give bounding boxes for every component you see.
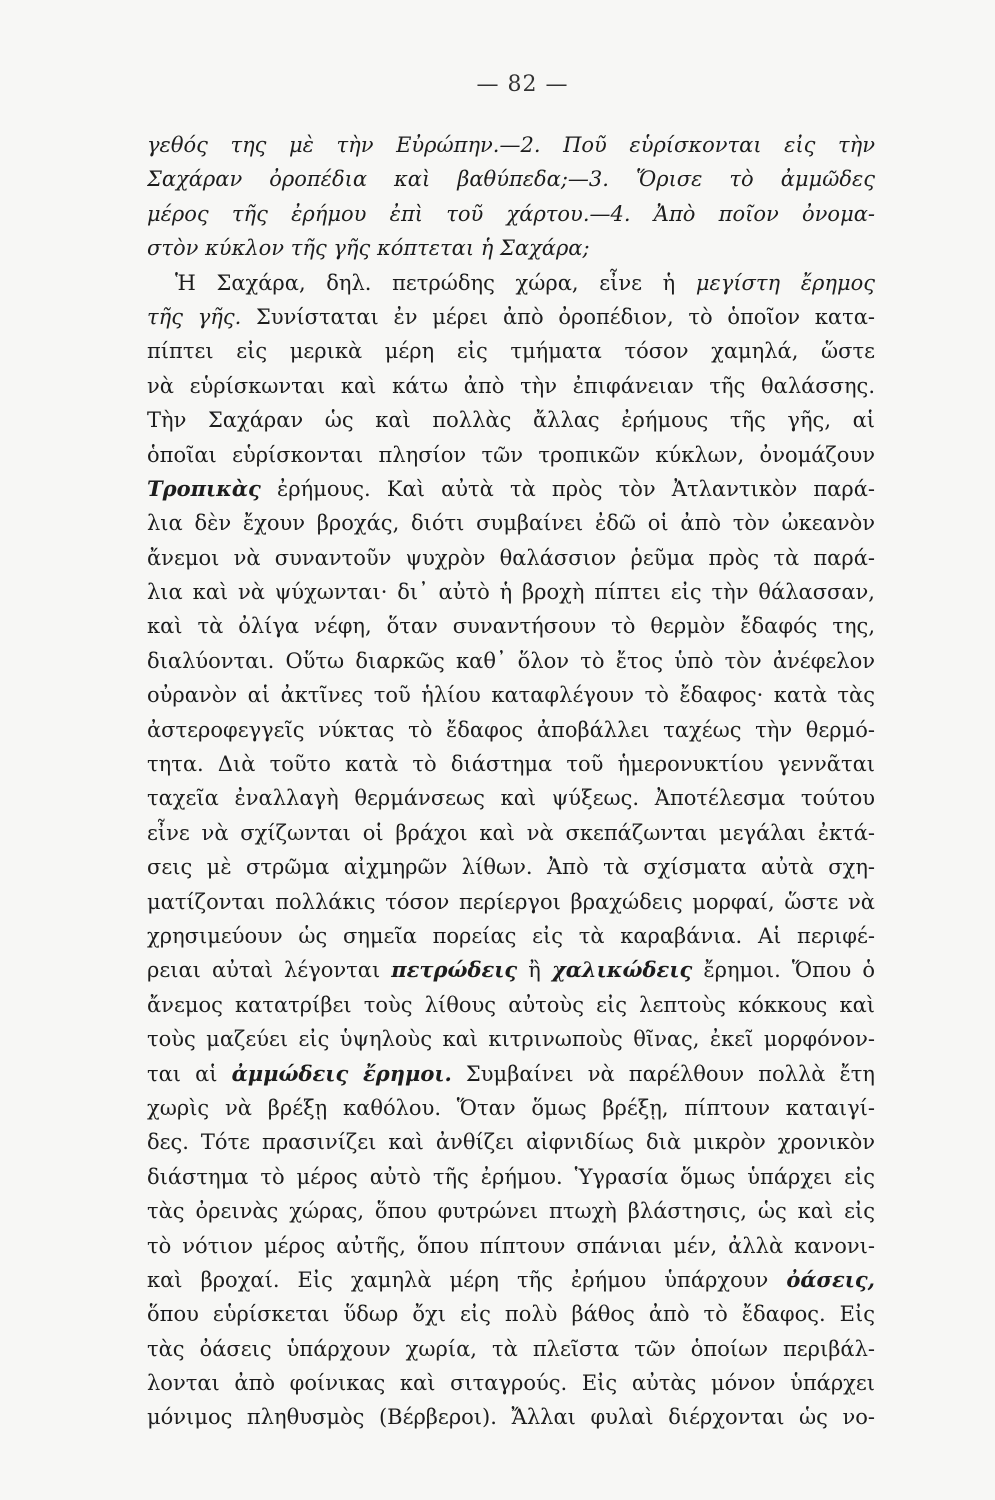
text-line <box>147 781 875 815</box>
text-run: ὅπου εὑρίσκεται ὕδωρ ὄχι εἰς πολὺ βάθος ἀπὸ τὸ ἔδαφος. Εἰς <box>147 1302 875 1327</box>
text-run: τοὺς μαζεύει εἰς ὑψηλοὺς καὶ κιτρινωποὺς θῖνας, ἐκεῖ μορφόνον- <box>147 1027 875 1052</box>
text-run: τὸ νότιον μέρος αὐτῆς, ὅπου πίπτουν σπάνιαι μέν, ἀλλὰ κανονι- <box>147 1233 875 1258</box>
text-run: Τὴν Σαχάραν ὡς καὶ πολλὰς ἄλλας ἐρήμους τῆς γῆς, αἱ <box>147 408 875 433</box>
text-run: λια δὲν ἔχουν βροχάς, διότι συμβαίνει ἐδῶ οἱ ἀπὸ τὸν ὠκεανὸν <box>147 511 875 536</box>
text-run: ἐρήμους. Καὶ αὐτὰ τὰ πρὸς τὸν Ἀτλαντικὸν παρά- <box>260 476 875 501</box>
text-run: ταχεῖα ἐναλλαγὴ θερμάνσεως καὶ ψύξεως. Ἀποτέλεσμα τούτου <box>147 786 875 811</box>
text-run: πίπτει εἰς μερικὰ μέρη εἰς τμήματα τόσον χαμηλά, ὥστε <box>147 339 875 364</box>
text-line <box>147 678 875 712</box>
text-line <box>147 609 875 643</box>
text-line <box>147 953 875 987</box>
text-line <box>147 850 875 884</box>
emphasized-term: Τροπικὰς <box>147 475 261 501</box>
emphasized-term: ἀμμώδεις ἔρημοι. <box>231 1060 452 1086</box>
text-line <box>147 747 875 781</box>
italic-text: μεγίστη ἔρημος <box>695 270 875 295</box>
emphasized-term: χαλικώδεις <box>551 957 693 983</box>
text-run: ἀστεροφεγγεῖς νύκτας τὸ ἔδαφος ἀποβάλλει ταχέως τὴν θερμό- <box>147 717 875 742</box>
text-run: ὁποῖαι εὑρίσκονται πλησίον τῶν τροπικῶν κύκλων, ὀνομάζουν <box>147 442 875 467</box>
text-line <box>147 1297 875 1331</box>
italic-text: μέρος τῆς ἐρήμου ἐπὶ τοῦ χάρτου.—4. Ἀπὸ ποῖον ὀνομα- <box>147 201 875 226</box>
text-run: Συμβαίνει νὰ παρέλθουν πολλὰ ἔτη <box>451 1061 875 1086</box>
text-line <box>147 128 875 162</box>
text-line <box>147 438 875 472</box>
text-run: ται αἱ <box>147 1061 232 1086</box>
text-run: Συνίσταται ἐν μέρει ἀπὸ ὀροπέδιον, τὸ ὁποῖον κατα- <box>241 304 875 329</box>
text-line <box>147 231 875 265</box>
text-line <box>147 1229 875 1263</box>
text-run: Ἡ Σαχάρα, δηλ. πετρώδης χώρα, εἶνε ἡ <box>175 270 696 295</box>
text-line <box>147 1194 875 1228</box>
text-run: διάστημα τὸ μέρος αὐτὸ τῆς ἐρήμου. Ὑγρασία ὅμως ὑπάρχει εἰς <box>147 1164 875 1189</box>
text-line <box>147 713 875 747</box>
italic-text: τῆς γῆς. <box>147 304 242 329</box>
text-line <box>147 162 875 196</box>
text-line <box>147 644 875 678</box>
text-run: μόνιμος πληθυσμὸς (Βέρβεροι). Ἄλλαι φυλαὶ διέρχονται ὡς νο- <box>147 1405 875 1430</box>
text-line <box>147 541 875 575</box>
italic-text: γεθός της μὲ τὴν Εὐρώπην.—2. Ποῦ εὑρίσκονται εἰς τὴν <box>147 133 875 157</box>
text-line <box>147 1125 875 1159</box>
body-text <box>147 128 875 1435</box>
text-run: διαλύονται. Οὕτω διαρκῶς καθ᾽ ὅλον τὸ ἔτος ὑπὸ τὸν ἀνέφελον <box>147 648 875 673</box>
text-line <box>147 403 875 437</box>
text-run: ἔρημοι. Ὅπου ὁ <box>692 958 875 983</box>
italic-text: στὸν κύκλον τῆς γῆς κόπτεται ἡ Σαχάρα; <box>147 236 590 261</box>
text-line <box>147 1057 875 1091</box>
emphasized-term: πετρώδεις <box>391 957 518 983</box>
text-run: ματίζονται πολλάκις τόσον περίεργοι βραχώδεις μορφαί, ὥστε νὰ <box>147 889 875 914</box>
text-run: ρειαι αὐταὶ λέγονται <box>147 958 392 983</box>
text-line <box>147 506 875 540</box>
emphasized-term: ὀάσεις, <box>786 1266 875 1292</box>
text-run: εἶνε νὰ σχίζωνται οἱ βράχοι καὶ νὰ σκεπάζωνται μεγάλαι ἐκτά- <box>147 820 875 845</box>
text-run: λια καὶ νὰ ψύχωνται· δι᾽ αὐτὸ ἡ βροχὴ πίπτει εἰς τὴν θάλασσαν, <box>147 580 875 605</box>
text-line <box>147 369 875 403</box>
text-run: σεις μὲ στρῶμα αἰχμηρῶν λίθων. Ἀπὸ τὰ σχίσματα αὐτὰ σχη- <box>147 855 875 880</box>
text-run: τὰς ὀρεινὰς χώρας, ὅπου φυτρώνει πτωχὴ βλάστησις, ὡς καὶ εἰς <box>147 1199 875 1224</box>
italic-text: Σαχάραν ὀροπέδια καὶ βαθύπεδα;—3. Ὅρισε τὸ ἀμμῶδες <box>147 167 875 192</box>
text-line <box>147 1160 875 1194</box>
text-line <box>147 1263 875 1297</box>
text-run: καὶ βροχαί. Εἰς χαμηλὰ μέρη τῆς ἐρήμου ὑπάρχουν <box>147 1267 787 1292</box>
text-run: χωρὶς νὰ βρέξῃ καθόλου. Ὅταν ὅμως βρέξῃ, πίπτουν καταιγί- <box>147 1095 875 1120</box>
text-run: χρησιμεύουν ὡς σημεῖα πορείας εἰς τὰ καραβάνια. Αἱ περιφέ- <box>147 923 875 948</box>
text-run: λονται ἀπὸ φοίνικας καὶ σιταγρούς. Εἰς αὐτὰς μόνον ὑπάρχει <box>147 1371 875 1396</box>
text-line <box>147 1366 875 1400</box>
text-line <box>147 334 875 368</box>
text-line <box>147 300 875 334</box>
text-line <box>147 1022 875 1056</box>
text-line <box>147 988 875 1022</box>
text-run: ἄνεμοι νὰ συναντοῦν ψυχρὸν θαλάσσιον ῥεῦμα πρὸς τὰ παρά- <box>147 545 875 570</box>
text-line <box>147 919 875 953</box>
text-run: τὰς ὀάσεις ὑπάρχουν χωρία, τὰ πλεῖστα τῶν ὁποίων περιβάλ- <box>147 1336 875 1361</box>
text-run: νὰ εὑρίσκωνται καὶ κάτω ἀπὸ τὴν ἐπιφάνειαν τῆς θαλάσσης. <box>147 373 875 398</box>
text-run: οὐρανὸν αἱ ἀκτῖνες τοῦ ἡλίου καταφλέγουν τὸ ἔδαφος· κατὰ τὰς <box>147 683 875 708</box>
text-run: καὶ τὰ ὀλίγα νέφη, ὅταν συναντήσουν τὸ θερμὸν ἔδαφός της, <box>147 614 875 639</box>
text-run: ἄνεμος κατατρίβει τοὺς λίθους αὐτοὺς εἰς λεπτοὺς κόκκους καὶ <box>147 992 875 1017</box>
text-line <box>147 197 875 231</box>
text-line <box>147 885 875 919</box>
text-line <box>147 1400 875 1434</box>
text-run: τητα. Διὰ τοῦτο κατὰ τὸ διάστημα τοῦ ἡμερονυκτίου γεννᾶται <box>147 752 875 777</box>
text-line <box>147 472 875 506</box>
text-line <box>147 575 875 609</box>
text-run: ἢ <box>517 958 552 983</box>
text-line <box>147 266 875 300</box>
text-line <box>147 1332 875 1366</box>
text-run: δες. Τότε πρασινίζει καὶ ἀνθίζει αἰφνιδίως διὰ μικρὸν χρονικὸν <box>147 1130 875 1155</box>
text-line <box>147 1091 875 1125</box>
text-line <box>147 816 875 850</box>
page-number: — 82 — <box>476 72 569 97</box>
